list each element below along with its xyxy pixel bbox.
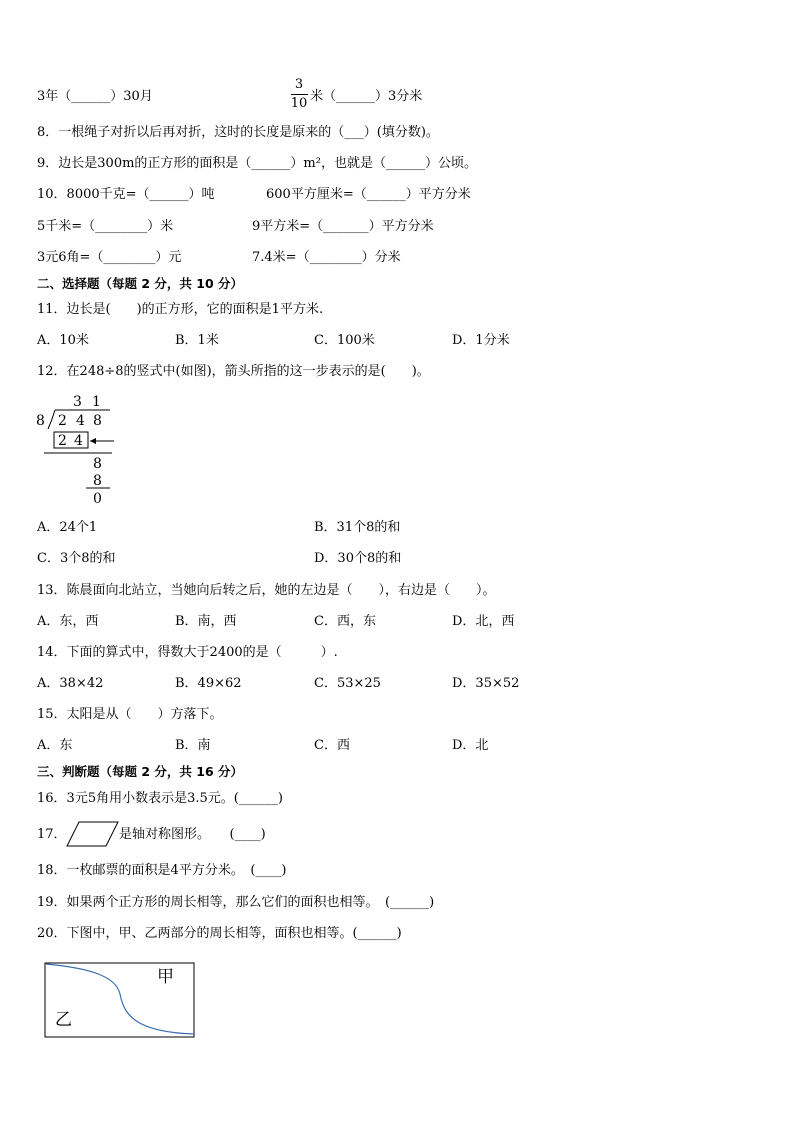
- q15-option-b: B．南: [175, 738, 211, 753]
- step-two-digit: 8: [93, 473, 102, 489]
- q15-option-c: C．西: [314, 738, 350, 753]
- conversion-yuan: 3元6角=（________）元: [37, 250, 182, 265]
- question-10-right: 600平方厘米=（______）平方分米: [266, 187, 471, 202]
- q11-option-c: C．100米: [314, 333, 375, 348]
- quotient-digit-3: 3: [73, 394, 82, 410]
- fraction-denominator: 10: [290, 96, 308, 111]
- q12-option-b: B．31个8的和: [314, 520, 401, 535]
- arrow-head: [90, 438, 96, 444]
- fraction-numerator: 3: [294, 77, 304, 92]
- boxed-digit-4: 4: [74, 433, 83, 449]
- q13-option-a: A．东，西: [37, 614, 99, 629]
- q14-option-b: B．49×62: [175, 676, 242, 691]
- q15-option-d: D．北: [452, 738, 489, 753]
- q12-option-d: D．30个8的和: [314, 551, 402, 566]
- boxed-digit-2: 2: [58, 433, 67, 449]
- fill-row1-right: 米（______）3分米: [310, 89, 423, 104]
- question-11-stem: 11．边长是( )的正方形，它的面积是1平方米.: [37, 302, 324, 317]
- q11-option-a: A．10米: [37, 333, 89, 348]
- question-10-left: 10．8000千克=（______）吨: [37, 187, 215, 202]
- question-8: 8．一根绳子对折以后再对折，这时的长度是原来的（___）(填分数)。: [37, 125, 439, 140]
- q11-option-b: B．1米: [175, 333, 219, 348]
- q14-option-d: D．35×52: [452, 676, 520, 691]
- question-17-text: 是轴对称图形。 (____): [119, 827, 266, 842]
- conversion-km: 5千米=（________）米: [37, 219, 174, 234]
- dividend-digit-2: 2: [58, 413, 67, 429]
- fill-row1-left: 3年（______）30月: [37, 89, 153, 104]
- parallelogram-figure: [66, 820, 120, 848]
- division-bracket: [48, 410, 55, 429]
- divisor: 8: [36, 413, 45, 429]
- question-19: 19．如果两个正方形的周长相等，那么它们的面积也相等。 (______): [37, 895, 435, 910]
- q12-option-c: C．3个8的和: [37, 551, 116, 566]
- q14-option-a: A．38×42: [37, 676, 104, 691]
- jia-yi-figure: [44, 962, 196, 1040]
- q12-option-a: A．24个1: [37, 520, 98, 535]
- q13-option-b: B．南，西: [175, 614, 237, 629]
- q13-option-d: D．北，西: [452, 614, 515, 629]
- question-14-stem: 14．下面的算式中，得数大于2400的是（ ）.: [37, 645, 338, 660]
- question-13-stem: 13．陈晨面向北站立，当她向后转之后，她的左边是（ ），右边是（ ）。: [37, 583, 496, 598]
- question-16: 16．3元5角用小数表示是3.5元。(______): [37, 791, 283, 806]
- question-18: 18．一枚邮票的面积是4平方分米。 (____): [37, 863, 287, 878]
- q14-option-c: C．53×25: [314, 676, 381, 691]
- conversion-meter: 7.4米=（________）分米: [252, 250, 401, 265]
- question-17-number: 17．: [37, 827, 67, 842]
- parallelogram-shape: [67, 822, 118, 846]
- label-jia: 甲: [157, 967, 174, 987]
- q15-option-a: A．东: [37, 738, 73, 753]
- quotient-digit-1: 1: [92, 394, 101, 410]
- dividend-digit-4: 4: [76, 413, 85, 429]
- section-2-heading: 二、选择题（每题 2 分，共 10 分）: [37, 276, 244, 291]
- label-yi: 乙: [55, 1010, 72, 1030]
- question-20: 20．下图中，甲、乙两部分的周长相等，面积也相等。(______): [37, 926, 402, 941]
- q13-option-c: C．西，东: [314, 614, 376, 629]
- fraction-bar: [291, 94, 308, 95]
- dividend-digit-8: 8: [93, 413, 102, 429]
- long-division-figure: [30, 388, 130, 508]
- remainder-digit: 0: [93, 491, 102, 507]
- step-one-digit: 8: [93, 456, 102, 472]
- question-15-stem: 15．太阳是从（ ）方落下。: [37, 707, 223, 722]
- q11-option-d: D．1分米: [452, 333, 510, 348]
- question-12-stem: 12．在248÷8的竖式中(如图)，箭头所指的这一步表示的是( )。: [37, 364, 430, 379]
- conversion-sqm: 9平方米=（_______）平方分米: [252, 219, 434, 234]
- question-9: 9．边长是300m的正方形的面积是（______）m²，也就是（______）公顷。: [37, 156, 477, 171]
- section-3-heading: 三、判断题（每题 2 分，共 16 分）: [37, 764, 244, 779]
